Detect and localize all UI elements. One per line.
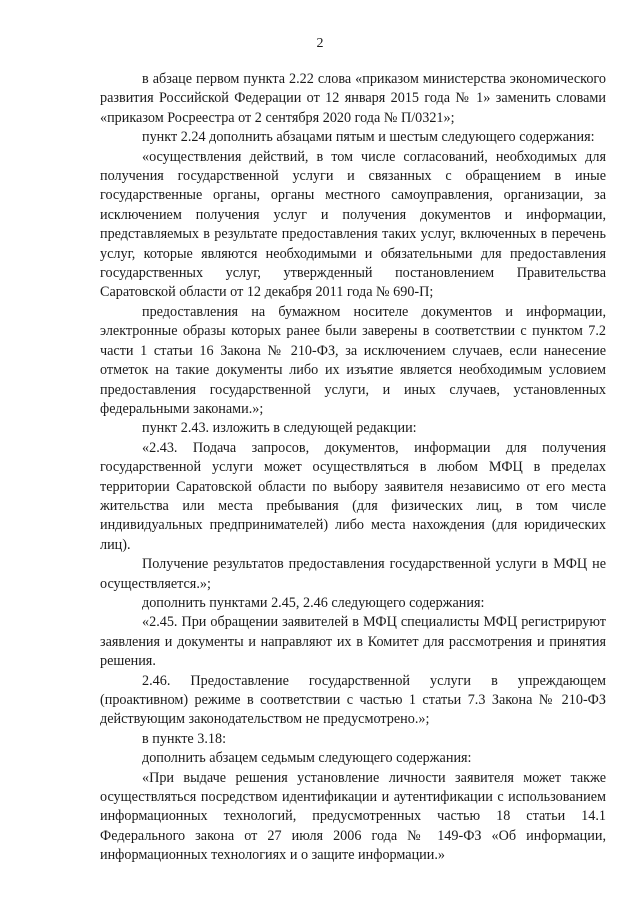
paragraph-3-18-add: дополнить абзацем седьмым следующего содержания: bbox=[142, 750, 472, 767]
paragraph-2-43-intro: пункт 2.43. изложить в следующей редакции: bbox=[142, 420, 417, 437]
paragraph-2-24-intro: пункт 2.24 дополнить абзацами пятым и шестым следующего содержания: bbox=[142, 129, 595, 146]
paragraph-3-18-text: «При выдаче решения установление личности заявителя может также осуществляться посредством идентификации и аутентификации с использованием информационных технологий, предусмотренных частью 18 статьи 14.1 Федерального закона от 27 июля 2006 года № 149-ФЗ «Об информации, информационных технологиях и о защите информации.» bbox=[100, 769, 606, 864]
paragraph-3-18-intro: в пункте 3.18: bbox=[142, 730, 227, 747]
paragraph-2-46-text: 2.46. Предоставление государственной услуги в упреждающем (проактивном) режиме в соответствии с частью 1 статьи 7.3 Закона № 210-ФЗ действующим законодательством не предусмотрено.»; bbox=[100, 672, 606, 728]
page-number: 2 bbox=[316, 36, 324, 51]
paragraph-2-24-sixth: предоставления на бумажном носителе документов и информации, электронные образы которых ранее были заверены в соответствии с пунктом 7.2 части 1 статьи 16 Закона № 210-ФЗ, за исключением случаев, если нанесение отметок на такие документы либо их изъятие является необходимым условием предоставления государственной услуги, и иных случаев, установленных федеральными законами.»; bbox=[100, 303, 606, 417]
paragraph-2-45-text: «2.45. При обращении заявителей в МФЦ специалисты МФЦ регистрируют заявления и документы и направляют их в Комитет для рассмотрения и принятия решения. bbox=[100, 614, 606, 670]
paragraph-2-45-intro: дополнить пунктами 2.45, 2.46 следующего содержания: bbox=[142, 594, 485, 611]
paragraph-2-24-fifth: «осуществления действий, в том числе согласований, необходимых для получения государственной услуги и связанных с обращением в иные государственные органы, органы местного самоуправления, организации, за исключением получения услуг и получения документов и информации, представляемых в результате предоставления таких услуг, включенных в перечень услуг, которые являются необходимыми и обязательными для предоставления государственных услуг, утвержденный постановлением Правительства Саратовской области от 12 декабря 2011 года № 690-П; bbox=[100, 148, 606, 301]
paragraph-2-43-text: «2.43. Подача запросов, документов, информации для получения государственной услуги может осуществляться в любом МФЦ в пределах территории Саратовской области по выбору заявителя независимо от его места жительства или места пребывания (для физических лиц, в том числе индивидуальных предпринимателей) либо места нахождения (для юридических лиц). bbox=[100, 439, 606, 553]
paragraph-2-43-results: Получение результатов предоставления государственной услуги в МФЦ не осуществляется.»; bbox=[100, 556, 606, 592]
paragraph-amend-2-22: в абзаце первом пункта 2.22 слова «приказом министерства экономического развития Российской Федерации от 12 января 2015 года № 1» заменить словами «приказом Росреестра от 2 сентября 2020 года № П/0321»; bbox=[100, 71, 606, 126]
document-body bbox=[100, 70, 606, 866]
